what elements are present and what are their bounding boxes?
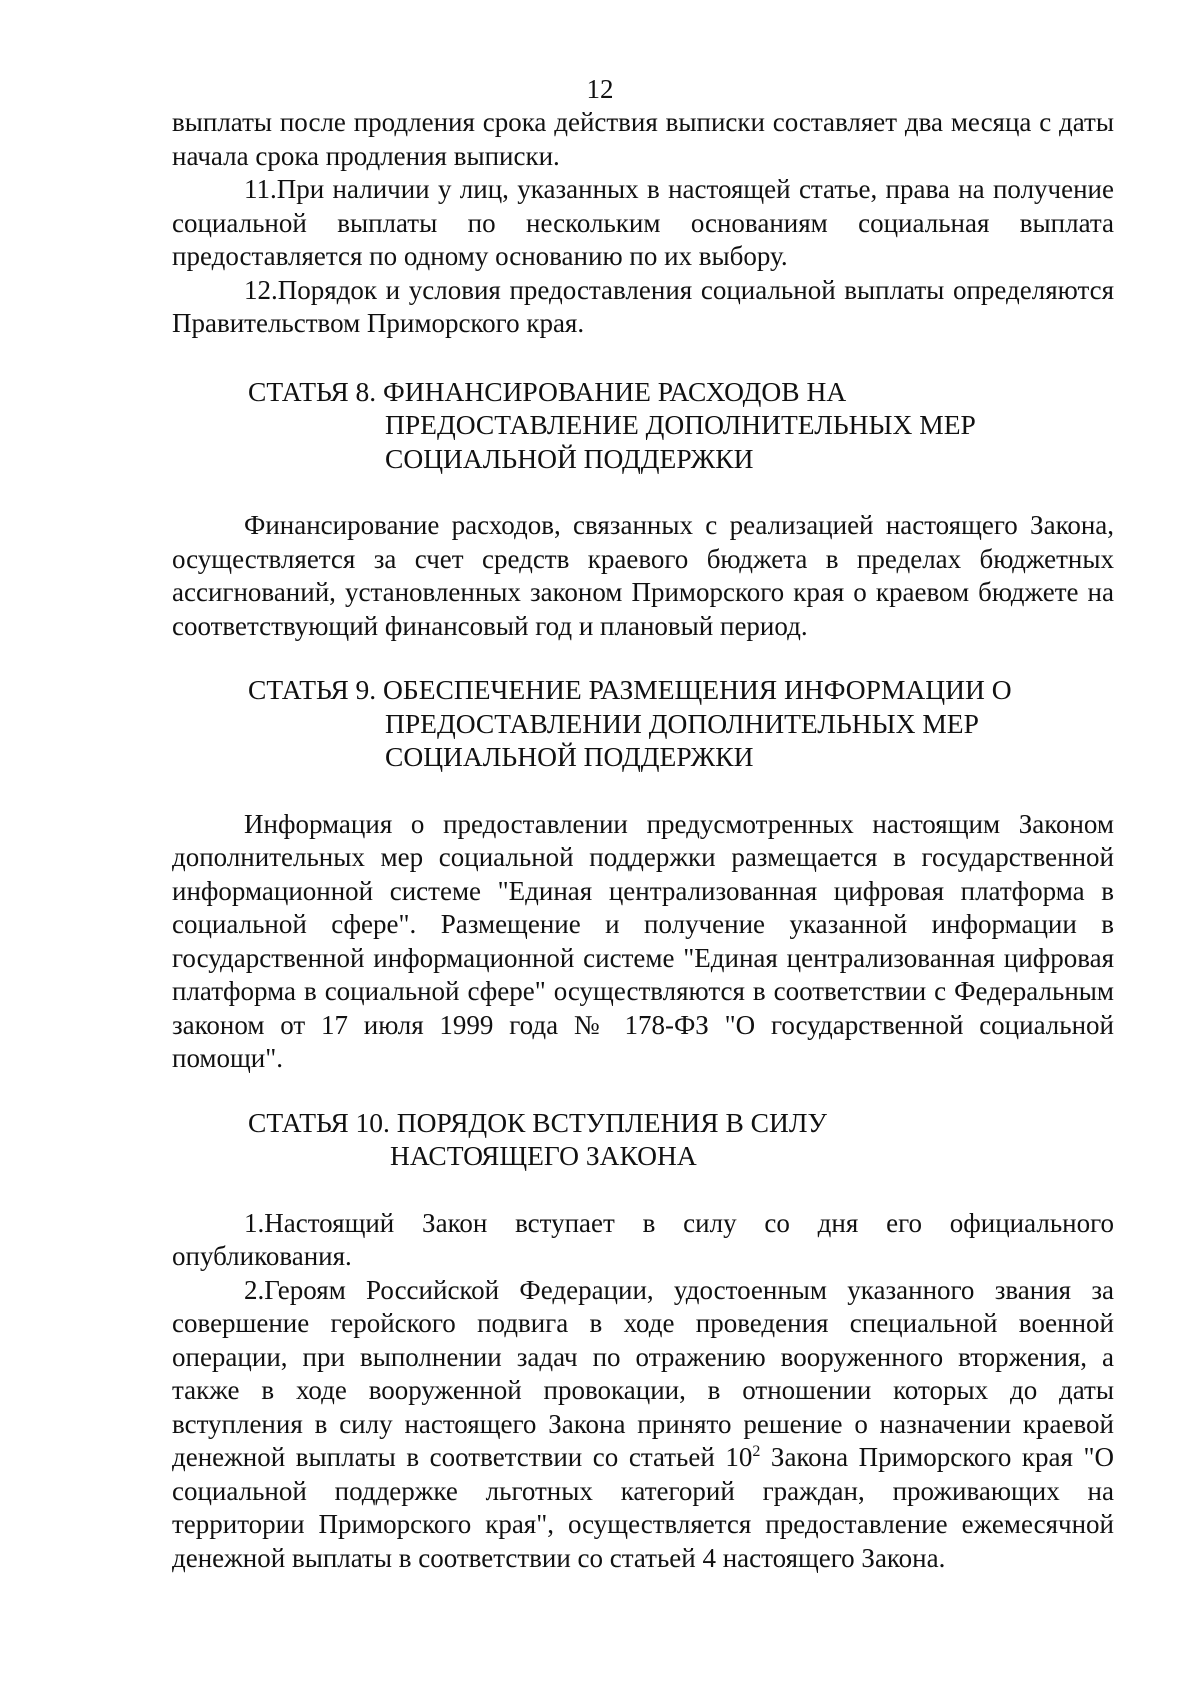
- article-9-heading: [248, 673, 1114, 774]
- article-8-heading: [248, 375, 1114, 476]
- paragraph-continuation: выплаты после продления срока действия выписки составляет два месяца с даты начала срока продления выписки.: [172, 107, 1114, 171]
- article-8-heading-line2: ПРЕДОСТАВЛЕНИЕ ДОПОЛНИТЕЛЬНЫХ МЕР: [385, 409, 976, 440]
- article-9-heading-line2: ПРЕДОСТАВЛЕНИИ ДОПОЛНИТЕЛЬНЫХ МЕР: [385, 707, 979, 739]
- article-8-heading-line1: СТАТЬЯ 8. ФИНАНСИРОВАНИЕ РАСХОДОВ НА: [248, 375, 847, 407]
- article-9-heading-line3: СОЦИАЛЬНОЙ ПОДДЕРЖКИ: [385, 741, 754, 772]
- article-10-heading-line1: СТАТЬЯ 10. ПОРЯДОК ВСТУПЛЕНИЯ В СИЛУ: [248, 1106, 828, 1138]
- paragraph-item-11: 11.При наличии у лиц, указанных в настоящей статье, права на получение социальной выплаты по нескольким основаниям социальная выплата предоставляется по одному основанию по их выбору.: [172, 174, 1114, 271]
- article-10-item-2-part1: 2.Героям Российской Федерации, удостоенным указанного звания за совершение геройского подвига в ходе проведения специальной военной операции, при выполнении задач по отражению вооруженного вторжения, а также в ходе вооруженной провокации, в отношении которых до даты вступления в силу настоящего Закона принято решение о назначении краевой денежной выплаты в соответствии со статьей 10: [172, 1274, 1114, 1472]
- article-10-item-1: 1.Настоящий Закон вступает в силу со дня его официального опубликования.: [172, 1207, 1114, 1271]
- article-10-heading-line2: НАСТОЯЩЕГО ЗАКОНА: [390, 1140, 697, 1171]
- page-number: 12: [586, 74, 614, 104]
- paragraph-item-12: 12.Порядок и условия предоставления социальной выплаты определяются Правительством Приморского края.: [172, 274, 1114, 338]
- article-9-text: Информация о предоставлении предусмотренных настоящим Законом дополнительных мер социальной поддержки размещается в государственной информационной системе "Единая централизованная цифровая платформа в социальной сфере". Размещение и получение указанной информации в государственной информационной системе "Единая централизованная цифровая платформа в социальной сфере" осуществляются в соответствии с Федеральным законом от 17 июля 1999 года № 178-ФЗ "О государственной социальной помощи".: [172, 808, 1114, 1073]
- article-10-item-2-part2: Закона Приморского края "О социальной поддержке льготных категорий граждан, проживающих на территории Приморского края", осуществляется предоставление ежемесячной денежной выплаты в соответствии со статьей 4 настоящего Закона.: [172, 1442, 1114, 1573]
- article-10-item-2: [172, 1274, 1114, 1576]
- article-9-heading-line1: СТАТЬЯ 9. ОБЕСПЕЧЕНИЕ РАЗМЕЩЕНИЯ ИНФОРМАЦИИ О: [248, 674, 1012, 705]
- superscript-2: 2: [752, 1443, 761, 1460]
- article-10-heading: [248, 1106, 1114, 1173]
- article-8-text: Финансирование расходов, связанных с реализацией настоящего Закона, осуществляется за счет средств краевого бюджета в пределах бюджетных ассигнований, установленных законом Приморского края о краевом бюджете на соответствующий финансовый год и плановый период.: [172, 510, 1114, 641]
- document-body: [172, 106, 1114, 1575]
- article-8-heading-line3: СОЦИАЛЬНОЙ ПОДДЕРЖКИ: [385, 442, 754, 474]
